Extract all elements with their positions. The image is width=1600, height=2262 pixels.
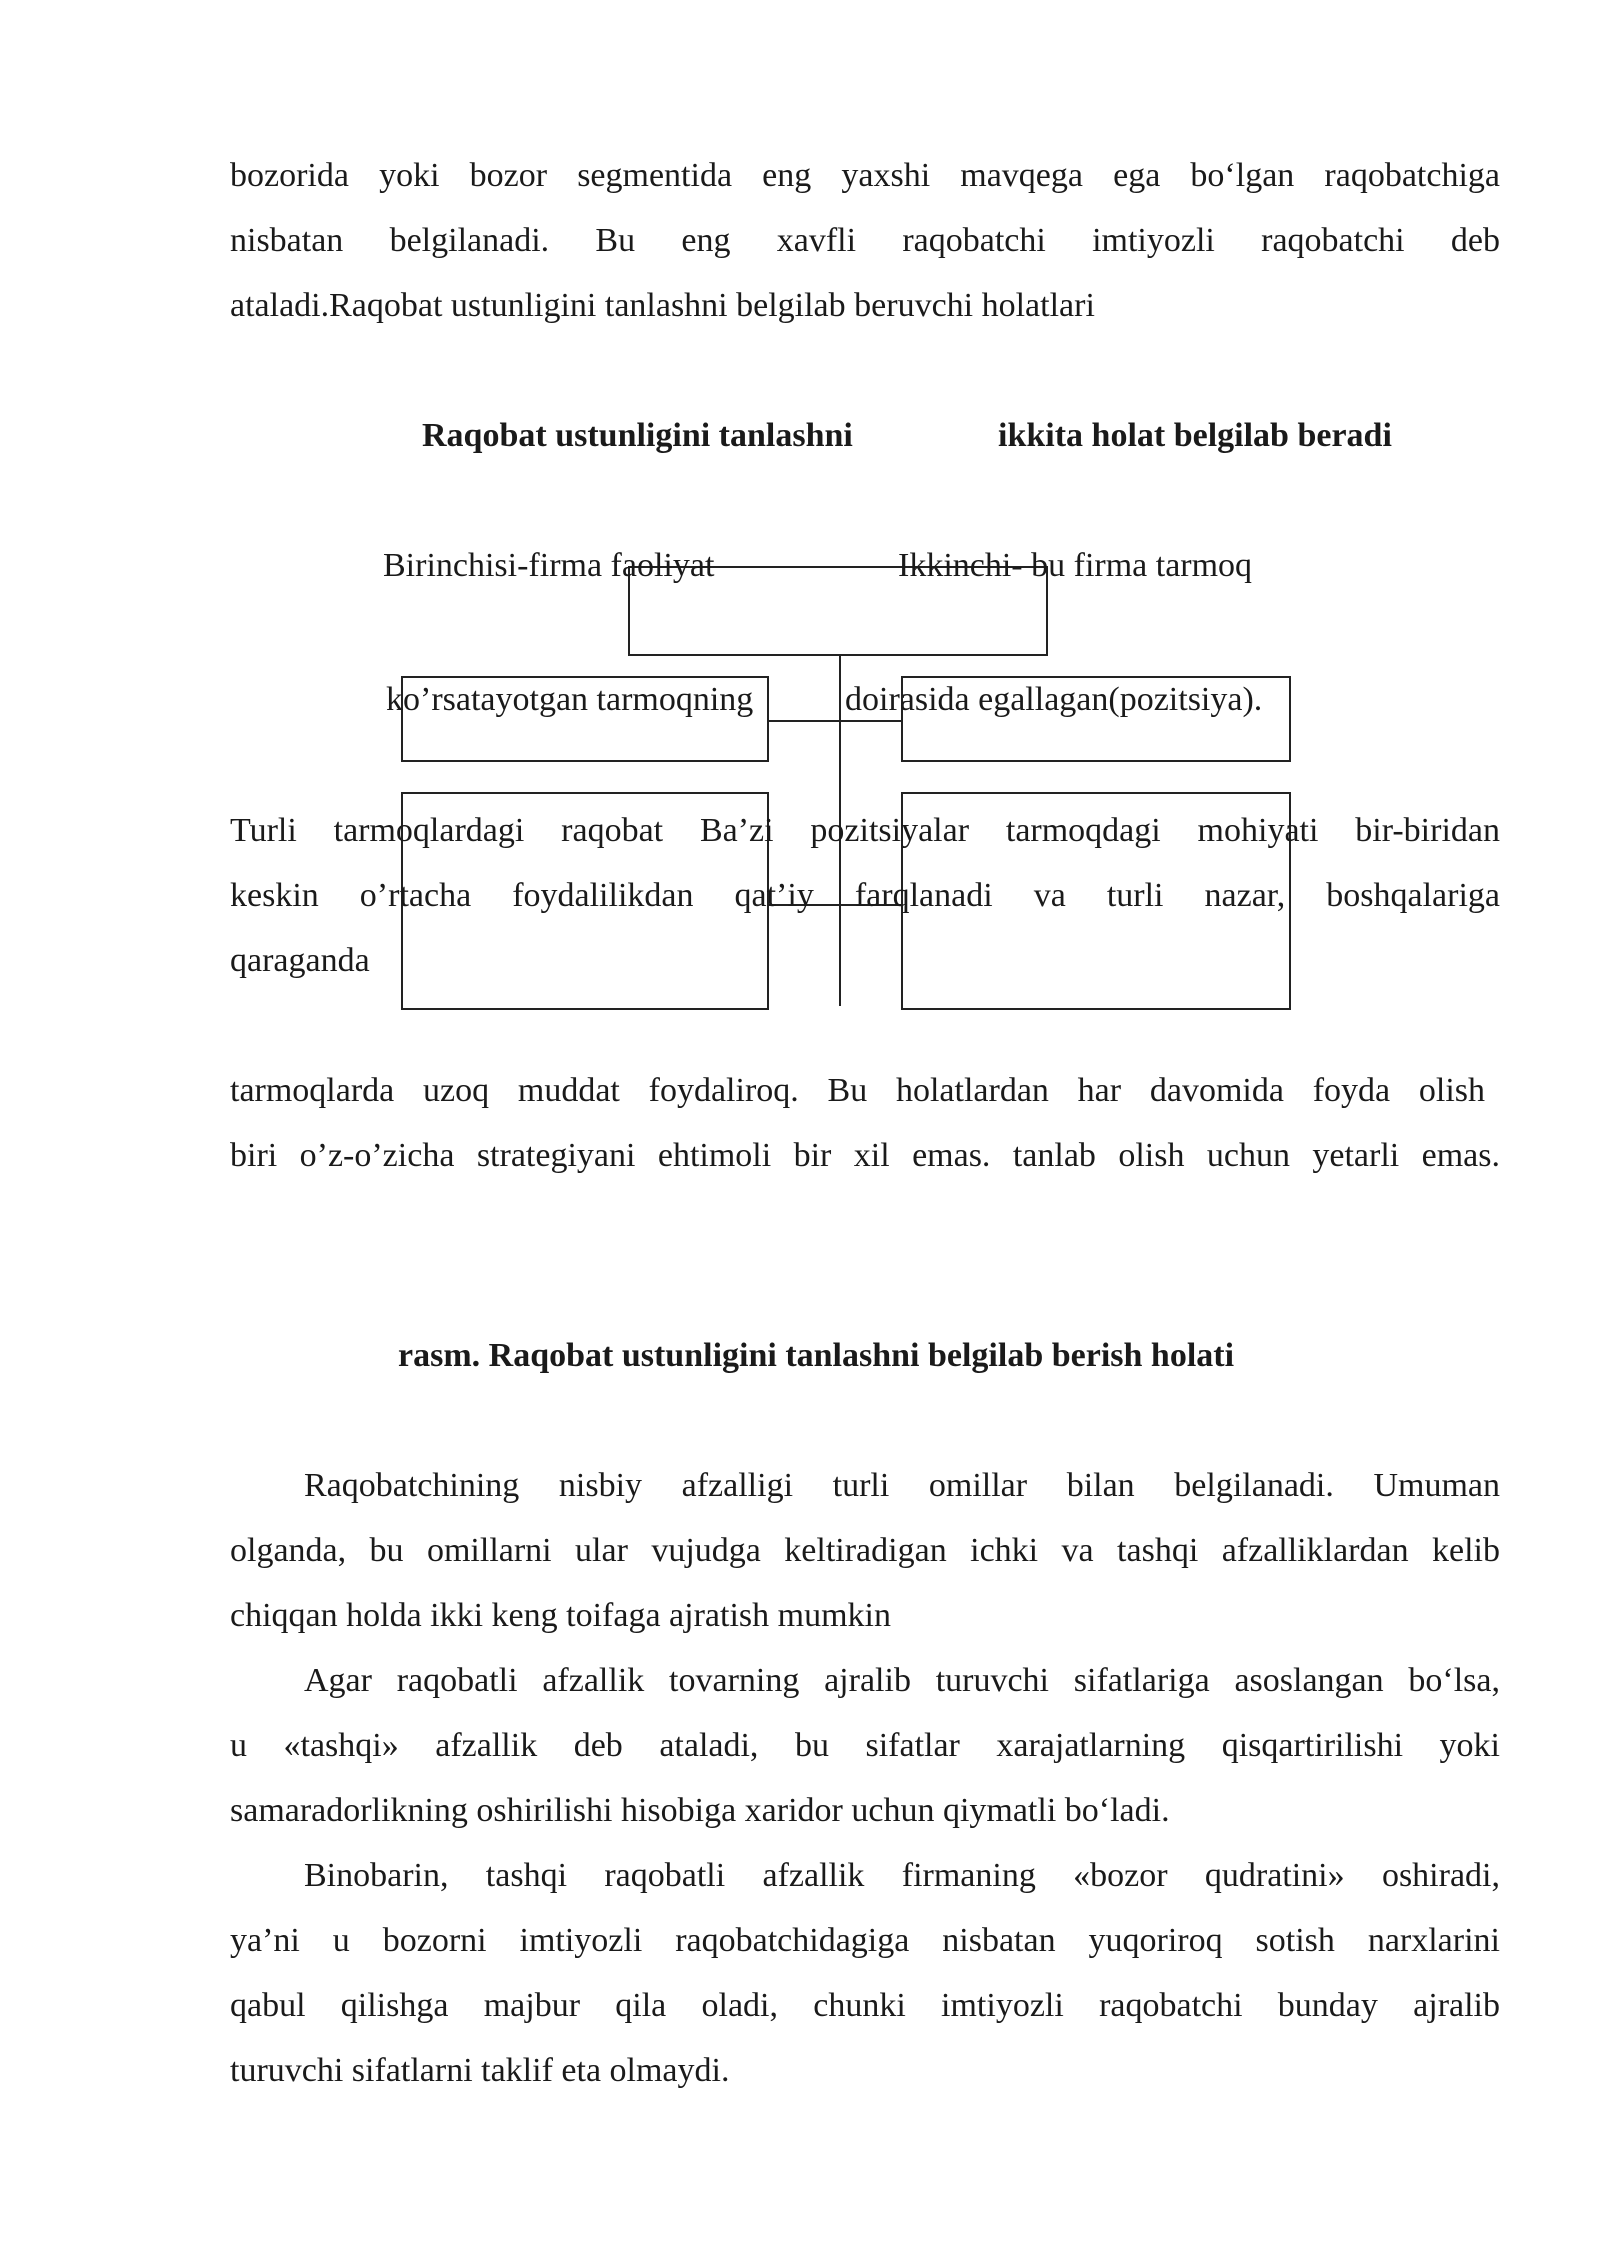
- paragraph-3-line-2: ya’ni u bozorni imtiyozli raqobatchidagiga nisbatan yuqoriroq sotish narxlarini: [230, 1922, 1500, 1959]
- diagram-second-subtitle: doirasida egallagan(pozitsiya).: [845, 681, 1263, 718]
- diagram-text-line-5: biri o’z-o’zicha strategiyani ehtimoli bir xil emas. tanlab olish uchun yetarli emas.: [230, 1137, 1500, 1174]
- diagram-first-title: Birinchisi-firma faoliyat: [383, 547, 715, 584]
- diagram-text-line-3: qaraganda: [230, 942, 370, 979]
- paragraph-2-line-2: u «tashqi» afzallik deb ataladi, bu sifatlar xarajatlarning qisqartirilishi yoki: [230, 1727, 1500, 1764]
- paragraph-2-line-3: samaradorlikning oshirilishi hisobiga xaridor uchun qiymatli bo‘ladi.: [230, 1792, 1170, 1829]
- diagram-text-line-1: Turli tarmoqlardagi raqobat Ba’zi pozitsiyalar tarmoqdagi mohiyati bir-biridan: [230, 812, 1500, 849]
- diagram-heading-left: Raqobat ustunligini tanlashni: [422, 417, 853, 454]
- diagram-text-line-2: keskin o’rtacha foydalilikdan qat’iy farqlanadi va turli nazar, boshqalariga: [230, 877, 1500, 914]
- intro-line-2: nisbatan belgilanadi. Bu eng xavfli raqobatchi imtiyozli raqobatchi deb: [230, 222, 1500, 259]
- paragraph-3-line-3: qabul qilishga majbur qila oladi, chunki imtiyozli raqobatchi bunday ajralib: [230, 1987, 1500, 2024]
- diagram-connector-upper: [769, 720, 901, 722]
- diagram-heading-right: ikkita holat belgilab beradi: [998, 417, 1392, 454]
- figure-caption: rasm. Raqobat ustunligini tanlashni belgilab berish holati: [398, 1337, 1235, 1374]
- intro-line-1: bozorida yoki bozor segmentida eng yaxshi mavqega ega bo‘lgan raqobatchiga: [230, 157, 1500, 194]
- paragraph-1-line-1: Raqobatchining nisbiy afzalligi turli omillar bilan belgilanadi. Umuman: [304, 1467, 1500, 1504]
- paragraph-3-line-4: turuvchi sifatlarni taklif eta olmaydi.: [230, 2052, 730, 2089]
- paragraph-1-line-2: olganda, bu omillarni ular vujudga keltiradigan ichki va tashqi afzalliklardan kelib: [230, 1532, 1500, 1569]
- diagram-text-line-4: tarmoqlarda uzoq muddat foydaliroq. Bu holatlardan har davomida foyda olish: [230, 1072, 1485, 1109]
- paragraph-1-line-3: chiqqan holda ikki keng toifaga ajratish mumkin: [230, 1597, 891, 1634]
- paragraph-2-line-1: Agar raqobatli afzallik tovarning ajralib turuvchi sifatlariga asoslangan bo‘lsa,: [304, 1662, 1500, 1699]
- paragraph-3-line-1: Binobarin, tashqi raqobatli afzallik firmaning «bozor qudratini» oshiradi,: [304, 1857, 1500, 1894]
- diagram-second-title: Ikkinchi- bu firma tarmoq: [898, 547, 1253, 584]
- diagram-first-subtitle: ko’rsatayotgan tarmoqning: [386, 681, 754, 718]
- intro-line-3: ataladi.Raqobat ustunligini tanlashni belgilab beruvchi holatlari: [230, 287, 1095, 324]
